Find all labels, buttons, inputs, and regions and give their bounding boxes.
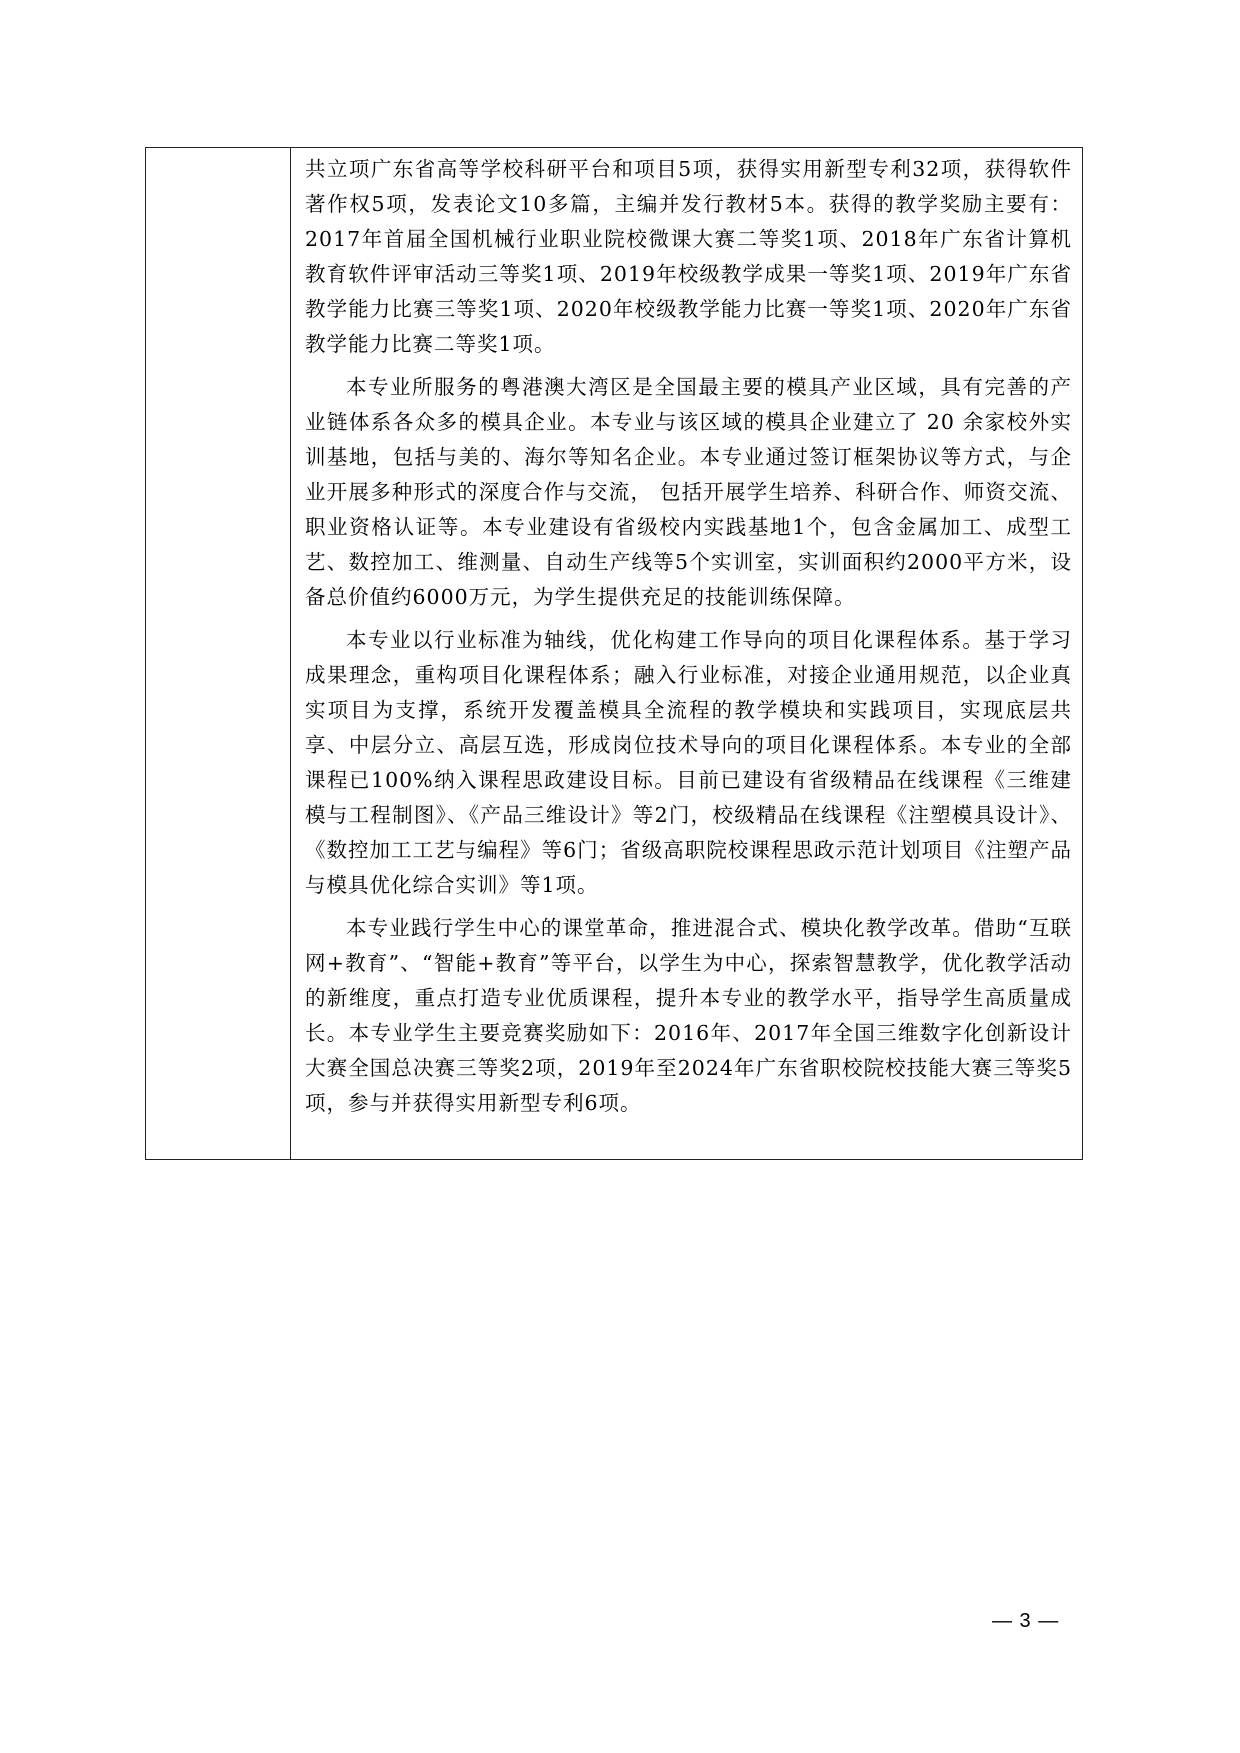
paragraph-curriculum-system: 本专业以行业标准为轴线，优化构建工作导向的项目化课程体系。基于学习成果理念，重构项目化课程体系；融入行业标准，对接企业通用规范，以企业真实项目为支撑，系统开发覆盖模具全流程的教学模块和实践项目，实现底层共享、中层分立、高层互选，形成岗位技术导向的项目化课程体系。本专业的全部课程已100%纳入课程思政建设目标。目前已建设有省级精品在线课程《三维建模与工程制图》、《产品三维设计》等2门，校级精品在线课程《注塑模具设计》、《数控加工工艺与编程》等6门；省级高职院校课程思政示范计划项目《注塑产品与模具优化综合实训》等1项。 xyxy=(305,628,1072,897)
paragraph-teaching-reform: 本专业践行学生中心的课堂革命，推进混合式、模块化教学改革。借助“互联网+教育”、“智能+教育”等平台，以学生为中心，探索智慧教学，优化教学活动的新维度，重点打造专业优质课程，提升本专业的教学水平，指导学生高质量成长。本专业学生主要竞赛奖励如下：2016年、2017年全国三维数字化创新设计大赛全国总决赛三等奖2项，2019年至2024年广东省职校院校技能大赛三等奖5项，参与并获得实用新型专利6项。 xyxy=(305,916,1072,1115)
paragraph-industry-bases: 本专业所服务的粤港澳大湾区是全国最主要的模具产业区域，具有完善的产业链体系各众多的模具企业。本专业与该区域的模具企业建立了 20 余家校外实训基地，包括与美的、海尔等知名企业。本专业通过签订框架协议等方式，与企业开展多种形式的深度合作与交流， 包括开展学生培养、科研合作、师资交流、职业资格认证等。本专业建设有省级校内实践基地1个，包含金属加工、成型工艺、数控加工、维测量、自动生产线等5个实训室，实训面积约2000平方米，设备总价值约6000万元，为学生提供充足的技能训练保障。 xyxy=(305,375,1072,609)
table-label-cell xyxy=(146,148,291,1159)
page-number: — 3 — xyxy=(992,1610,1060,1632)
content-table xyxy=(145,147,1083,1160)
table-text-cell xyxy=(291,148,1082,1159)
paragraph-research-awards: 共立项广东省高等学校科研平台和项目5项，获得实用新型专利32项，获得软件著作权5项，发表论文10多篇，主编并发行教材5本。获得的教学奖励主要有：2017年首届全国机械行业职业院校微课大赛二等奖1项、2018年广东省计算机教育软件评审活动三等奖1项、2019年校级教学成果一等奖1项、2019年广东省教学能力比赛三等奖1项、2020年校级教学能力比赛一等奖1项、2020年广东省教学能力比赛二等奖1项。 xyxy=(305,157,1072,356)
